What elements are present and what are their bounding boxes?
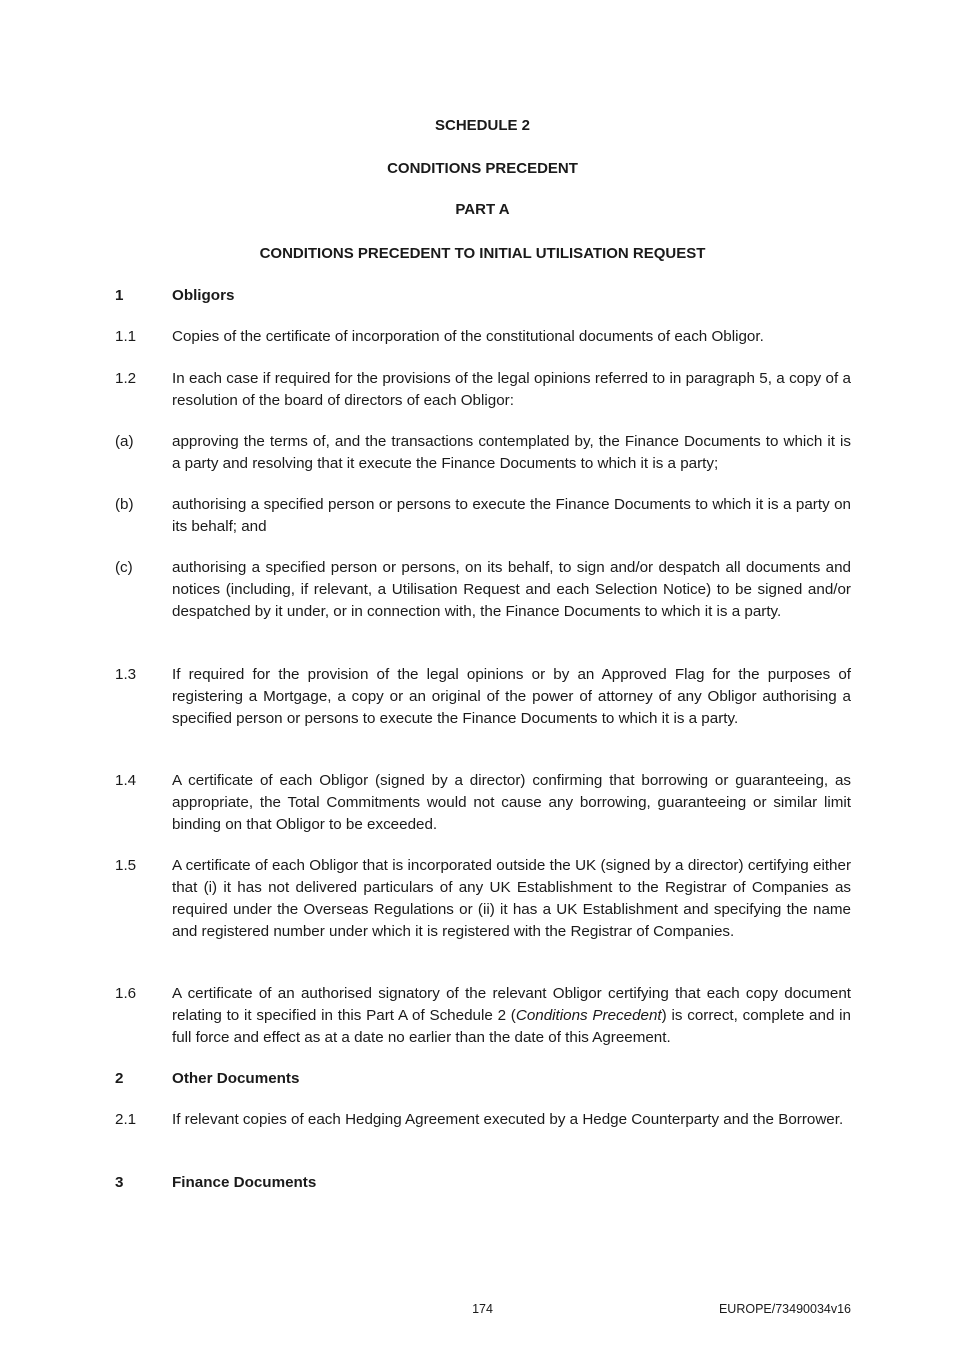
part-heading: PART A — [455, 201, 510, 218]
paragraph-text: If required for the provision of the legal opinions or by an Approved Flag for the purposes of registering a Mortgage, a copy or an original of the power of attorney of any Obligor authorising a specified person or persons to execute the Finance Documents to which it is a party. — [172, 666, 851, 727]
paragraph-number: (a) — [115, 433, 134, 450]
text-after: ) is correct, complete and in full force and effect as at a date no earlier than the date of this Agreement. — [172, 1007, 851, 1046]
paragraph-number: 1.2 — [115, 370, 137, 387]
paragraph-number: 1.1 — [115, 328, 137, 345]
document-reference: EUROPE/73490034v16 — [718, 1302, 851, 1316]
paragraph-number: (b) — [115, 496, 134, 513]
paragraph-text: A certificate of each Obligor that is incorporated outside the UK (signed by a director) certifying either that (i) it has not delivered particulars of any UK Establishment to the Registrar of Companies as required under the Overseas Regulations or (ii) it has a UK Establishment and specifying the name and registered number under which it is registered with the Registrar of Companies. — [172, 857, 851, 940]
section-number: 1 — [115, 287, 124, 304]
section-title: Obligors — [172, 287, 235, 304]
paragraph-text: authorising a specified person or persons to execute the Finance Documents to which it is a party on its behalf; and — [172, 496, 851, 535]
italic-term: Conditions Precedent — [515, 1007, 662, 1024]
paragraph-number: 1.6 — [115, 985, 137, 1002]
paragraph-text: A certificate of each Obligor (signed by a director) confirming that borrowing or guaranteeing, as appropriate, the Total Commitments would not cause any borrowing, guaranteeing or similar limit binding on that Obligor to be exceeded. — [172, 772, 851, 833]
paragraph-text: Copies of the certificate of incorporation of the constitutional documents of each Obligor. — [172, 328, 764, 345]
subtitle-heading: CONDITIONS PRECEDENT TO INITIAL UTILISATION REQUEST — [259, 245, 706, 262]
schedule-heading: SCHEDULE 2 — [434, 117, 531, 134]
conditions-heading: CONDITIONS PRECEDENT — [387, 160, 578, 177]
text-before: A certificate of an authorised signatory of the relevant Obligor certifying that each copy document relating to it specified in this Part A of Schedule 2 ( — [172, 985, 851, 1024]
paragraph-number: 1.4 — [115, 772, 137, 789]
paragraph-text: In each case if required for the provisions of the legal opinions referred to in paragraph 5, a copy of a resolution of the board of directors of each Obligor: — [172, 370, 851, 409]
paragraph-text: If relevant copies of each Hedging Agreement executed by a Hedge Counterparty and the Borrower. — [172, 1111, 844, 1128]
section-number: 3 — [115, 1174, 124, 1191]
paragraph-text — [172, 983, 851, 1049]
paragraph-number: 2.1 — [115, 1111, 137, 1128]
paragraph-number: 1.3 — [115, 666, 137, 683]
paragraph-text: approving the terms of, and the transactions contemplated by, the Finance Documents to which it is a party and resolving that it execute the Finance Documents to which it is a party; — [172, 433, 851, 472]
paragraph-text: authorising a specified person or persons, on its behalf, to sign and/or despatch all documents and notices (including, if relevant, a Utilisation Request and each Selection Notice) to be signed and/or despatched by it under, or in connection with, the Finance Documents to which it is a party. — [172, 559, 851, 620]
page-number: 174 — [472, 1302, 493, 1316]
section-number: 2 — [115, 1070, 124, 1087]
paragraph-number: 1.5 — [115, 857, 137, 874]
section-title: Other Documents — [172, 1070, 300, 1087]
section-title: Finance Documents — [172, 1174, 317, 1191]
paragraph-number: (c) — [115, 559, 133, 576]
